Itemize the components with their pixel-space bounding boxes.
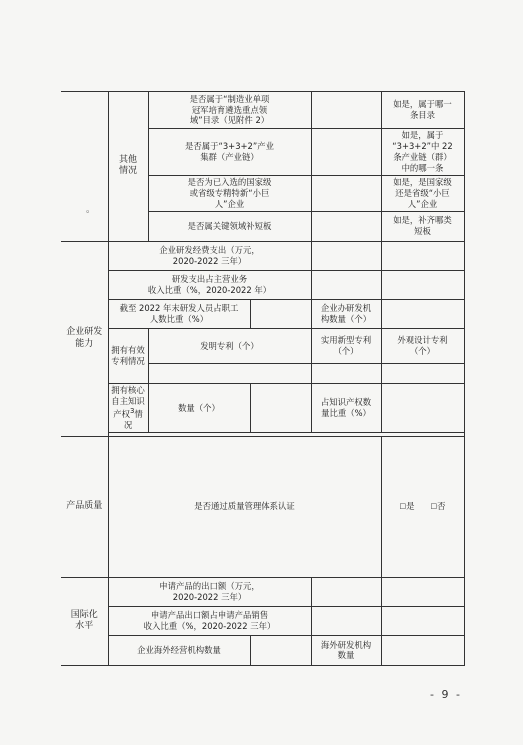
rd-personnel-value[interactable] xyxy=(250,299,311,328)
rd-ip-label xyxy=(108,384,148,432)
other-question-2: 是否属于“3+3+2”产业 集群（产业链） xyxy=(148,129,311,176)
patent-value-utility[interactable] xyxy=(311,364,381,384)
page-number: - 9 - xyxy=(430,688,462,701)
other-row-1 xyxy=(61,92,464,129)
patent-header-design: 外观设计专利 （个） xyxy=(381,328,464,364)
other-answer-4[interactable] xyxy=(311,211,381,241)
other-question-3: 是否为已入选的国家级 或省级专精特新“小巨 人”企业 xyxy=(148,175,311,211)
quality-yes-label: 是 xyxy=(406,501,415,512)
quality-row xyxy=(61,436,464,577)
rd-institutions-value[interactable] xyxy=(381,299,464,328)
application-form-table xyxy=(61,91,465,666)
patent-value-invention[interactable] xyxy=(148,364,311,384)
patent-header-invention: 发明专利（个） xyxy=(148,328,311,364)
rd-expense-value-1[interactable] xyxy=(311,241,381,270)
checkbox-no[interactable]: □ xyxy=(430,502,438,511)
quality-category-label: 产品质量 xyxy=(61,436,108,577)
other-note-1: 如是，属于哪一 条目录 xyxy=(381,92,464,129)
intl-row-overseas xyxy=(61,635,464,665)
other-question-4: 是否属关键领域补短板 xyxy=(148,211,311,241)
rd-expense-value-2[interactable] xyxy=(381,241,464,270)
other-note-3: 如是，是国家级 还是省级“小巨 人”企业 xyxy=(381,175,464,211)
rd-ip-ratio-label: 占知识产权数 量比重（%） xyxy=(311,384,381,432)
rd-ip-ratio-value[interactable] xyxy=(381,384,464,432)
other-note-4: 如是，补齐哪类 短板 xyxy=(381,211,464,241)
rd-patents-label: 拥有有效专利情况 xyxy=(108,328,148,384)
rd-ratio-label: 研发支出占主营业务 收入比重（%，2020-2022 年） xyxy=(108,270,311,299)
rd-ratio-value-2[interactable] xyxy=(381,270,464,299)
rd-category-label: 企业研发 能力 xyxy=(61,241,108,436)
patent-value-design[interactable] xyxy=(381,364,464,384)
intl-export-value-2[interactable] xyxy=(381,577,464,606)
intl-overseas-rd-label: 海外研发机构 数量 xyxy=(311,635,381,665)
other-answer-3[interactable] xyxy=(311,175,381,211)
rd-ip-count-label: 数量（个） xyxy=(148,384,250,432)
other-note-2: 如是，属于 “3+3+2”中 22 条产业链（群） 中的哪一条 xyxy=(381,129,464,176)
checkbox-yes[interactable]: □ xyxy=(399,502,407,511)
stray-mark: 。 xyxy=(86,205,96,215)
other-answer-2[interactable] xyxy=(311,129,381,176)
quality-option-no[interactable] xyxy=(430,501,445,511)
other-blank-cell xyxy=(61,92,108,242)
rd-row-expense xyxy=(61,241,464,270)
intl-export-ratio-label: 申请产品出口额占申请产品销售 收入比重（%，2020-2022 三年） xyxy=(108,606,311,635)
other-category-label: 其他 情况 xyxy=(108,92,148,242)
intl-export-ratio-value-1[interactable] xyxy=(311,606,381,635)
intl-category-label: 国际化 水平 xyxy=(61,577,108,665)
intl-overseas-rd-value[interactable] xyxy=(381,635,464,665)
rd-ip-label-tail: 情况 xyxy=(123,409,143,431)
rd-institutions-label: 企业办研发机 构数量（个） xyxy=(311,299,381,328)
rd-row-personnel xyxy=(61,299,464,328)
intl-export-ratio-value-2[interactable] xyxy=(381,606,464,635)
rd-row-patent-headers xyxy=(61,328,464,364)
rd-ip-footnote-mark: 3 xyxy=(129,407,135,416)
rd-personnel-label: 截至 2022 年末研发人员占职工 人数比重（%） xyxy=(108,299,250,328)
quality-option-yes[interactable] xyxy=(400,501,415,511)
rd-expense-label: 企业研发经费支出（万元， 2020-2022 三年） xyxy=(108,241,311,270)
other-question-1: 是否属于“制造业单项 冠军培育遴选重点领 域”目录（见附件 2） xyxy=(148,92,311,129)
rd-ip-label-text: 拥有核心自主知识 产权 xyxy=(111,385,145,420)
quality-question: 是否通过质量管理体系认证 xyxy=(108,436,381,577)
rd-row-ip xyxy=(61,384,464,432)
rd-ratio-value-1[interactable] xyxy=(311,270,381,299)
intl-row-export-ratio xyxy=(61,606,464,635)
quality-options xyxy=(381,436,464,577)
patent-header-utility: 实用新型专利 （个） xyxy=(311,328,381,364)
intl-row-export xyxy=(61,577,464,606)
rd-row-ratio xyxy=(61,270,464,299)
rd-ip-count-value[interactable] xyxy=(250,384,311,432)
intl-export-value-1[interactable] xyxy=(311,577,381,606)
intl-overseas-ops-label: 企业海外经营机构数量 xyxy=(108,635,250,665)
quality-no-label: 否 xyxy=(437,501,446,512)
intl-overseas-ops-value[interactable] xyxy=(250,635,311,665)
intl-export-label: 申请产品的出口额（万元， 2020-2022 三年） xyxy=(108,577,311,606)
other-answer-1[interactable] xyxy=(311,92,381,129)
